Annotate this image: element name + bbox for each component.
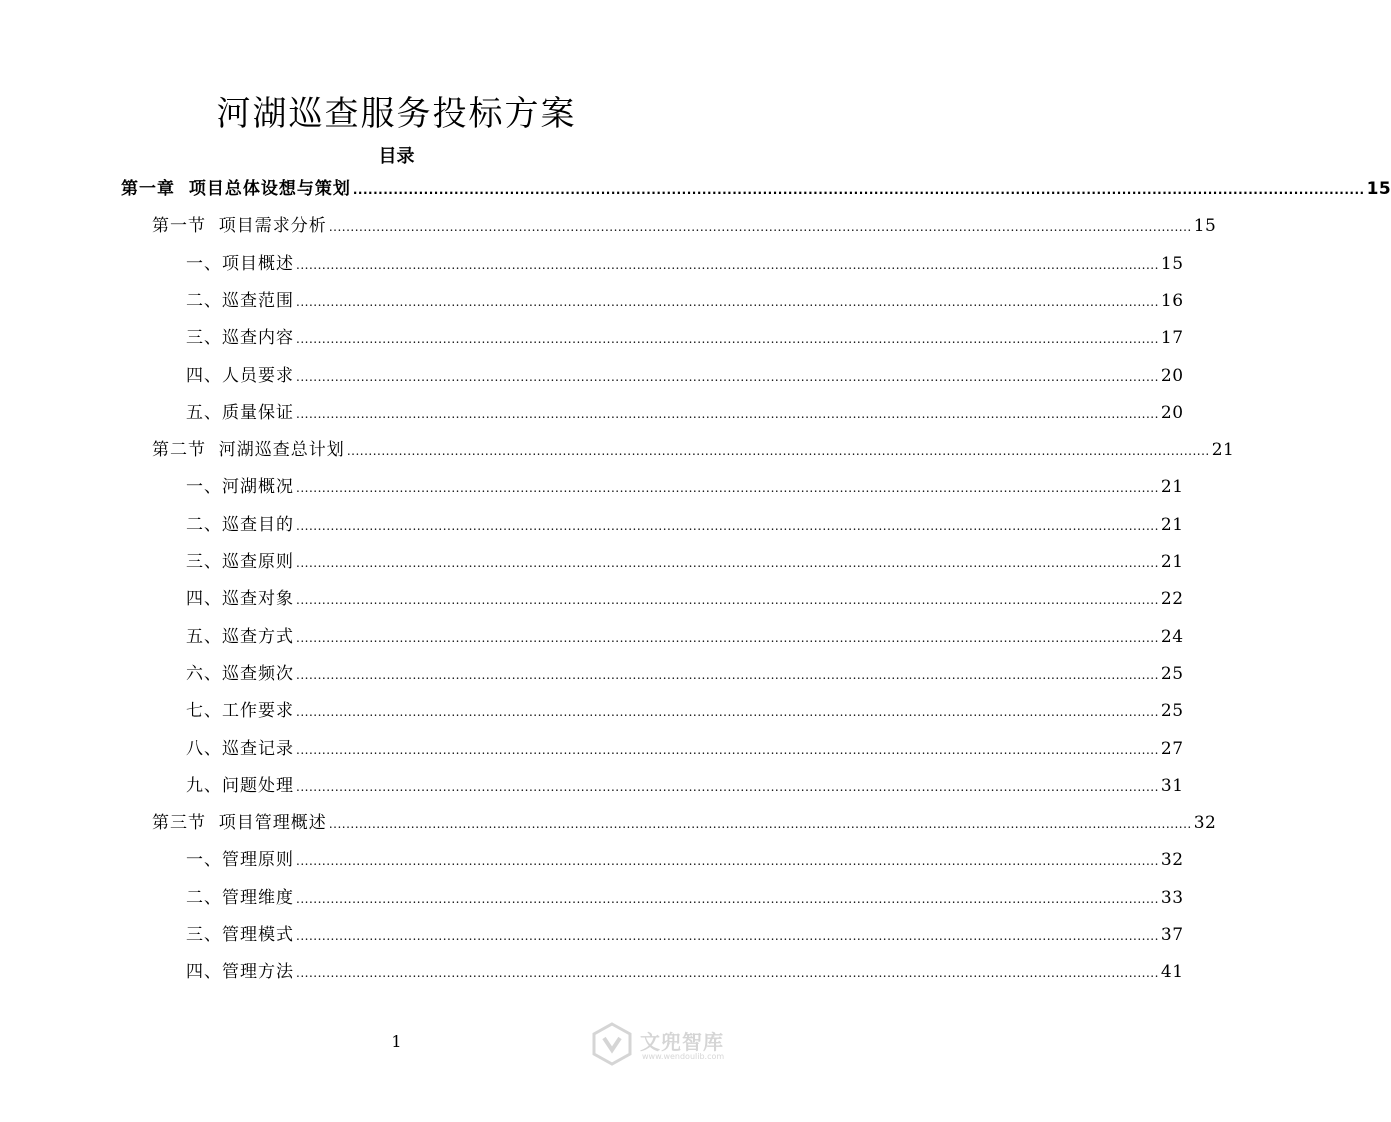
toc-entry[interactable]	[186, 922, 1184, 948]
toc-entry-page: 25	[1160, 701, 1184, 722]
toc-leader-dots: ........................................................................................................................................................................................................	[296, 854, 1159, 869]
toc-entry-label: 二、巡查范围	[186, 290, 294, 311]
watermark-name: 文兜智库	[640, 1030, 724, 1054]
toc-entry[interactable]	[186, 325, 1184, 351]
toc-leader-dots: ........................................................................................................................................................................................................	[296, 406, 1159, 421]
toc-entry-page: 32	[1193, 813, 1217, 834]
toc-entry-label: 九、问题处理	[186, 775, 294, 796]
toc-entry-page: 33	[1160, 887, 1184, 908]
toc-leader-dots: ........................................................................................................................................................................................................	[296, 966, 1159, 981]
toc-entry-page: 22	[1160, 589, 1184, 610]
toc-entry-page: 21	[1160, 514, 1184, 535]
toc-entry-label: 二、巡查目的	[186, 514, 294, 535]
toc-entry[interactable]	[152, 213, 1217, 239]
toc-leader-dots: ........................................................................................................................................................................................................	[296, 518, 1159, 533]
toc-entry-label: 二、管理维度	[186, 887, 294, 908]
toc-entry-page: 15	[1193, 216, 1217, 237]
toc-leader-dots: ........................................................................................................................................................................................................	[296, 929, 1159, 943]
toc-entry[interactable]	[186, 959, 1184, 985]
toc-entry[interactable]	[186, 773, 1184, 799]
toc-leader-dots: ........................................................................................................................................................................................................	[296, 369, 1159, 384]
toc-entry-page: 37	[1160, 925, 1184, 945]
toc-leader-dots: ........................................................................................................................................................................................................	[296, 481, 1159, 496]
toc-entry-label: 五、巡查方式	[186, 626, 294, 647]
toc-entry[interactable]	[186, 736, 1184, 762]
toc-entry-page: 32	[1160, 850, 1184, 871]
toc-entry[interactable]	[186, 885, 1184, 911]
watermark-url: www.wendoulib.com	[642, 1052, 725, 1061]
toc-entry-page: 25	[1160, 663, 1184, 684]
toc-entry-page: 24	[1160, 626, 1184, 647]
toc-leader-dots: ........................................................................................................................................................................................................	[296, 891, 1159, 906]
toc-leader-dots: ........................................................................................................................................................................................................	[328, 220, 1192, 235]
toc-entry-label: 三、管理模式	[186, 925, 294, 945]
toc-leader-dots: ........................................................................................................................................................................................................	[296, 742, 1159, 757]
toc-entry-page: 17	[1160, 328, 1184, 349]
toc-entry[interactable]	[186, 288, 1184, 314]
toc-entry[interactable]	[152, 810, 1217, 836]
toc-entry-page: 16	[1160, 290, 1184, 311]
toc-entry[interactable]	[186, 847, 1184, 873]
toc-entry-page: 21	[1160, 552, 1184, 572]
toc-entry-label: 四、巡查对象	[186, 589, 294, 610]
toc-leader-dots: ........................................................................................................................................................................................................	[296, 294, 1159, 309]
toc-entry-page: 20	[1160, 365, 1184, 386]
toc-heading: 目录	[378, 146, 415, 167]
toc-entry-page: 21	[1160, 477, 1184, 498]
document-title: 河湖巡查服务投标方案	[216, 94, 577, 134]
toc-entry[interactable]	[186, 624, 1184, 650]
toc-entry-label: 八、巡查记录	[186, 738, 294, 759]
toc-entry-label: 第一章 项目总体设想与策划	[121, 179, 351, 199]
toc-entry-label: 第二节 河湖巡查总计划	[152, 440, 345, 461]
toc-entry-page: 31	[1160, 775, 1184, 796]
toc-entry[interactable]	[186, 661, 1184, 687]
toc-entry-label: 四、人员要求	[186, 365, 294, 386]
toc-leader-dots: ........................................................................................................................................................................................................	[296, 257, 1159, 272]
toc-entry[interactable]	[186, 251, 1184, 277]
toc-entry-label: 五、质量保证	[186, 402, 294, 423]
toc-leader-dots: ........................................................................................................................................................................................................	[296, 779, 1159, 794]
toc-entry-label: 一、河湖概况	[186, 477, 294, 498]
toc-leader-dots: ........................................................................................................................................................................................................	[346, 444, 1210, 459]
toc-entry[interactable]	[186, 474, 1184, 500]
toc-entry-label: 六、巡查频次	[186, 663, 294, 684]
toc-entry-label: 七、工作要求	[186, 701, 294, 722]
toc-entry[interactable]	[121, 176, 1391, 202]
toc-leader-dots: ........................................................................................................................................................................................................	[296, 667, 1159, 682]
toc-entry-label: 三、巡查内容	[186, 328, 294, 349]
toc-entry-page: 15	[1160, 253, 1184, 274]
toc-entry[interactable]	[186, 586, 1184, 612]
toc-entry[interactable]	[186, 549, 1184, 575]
toc-entry-page: 20	[1160, 402, 1184, 423]
toc-entry-label: 一、管理原则	[186, 850, 294, 871]
toc-entry-label: 第一节 项目需求分析	[152, 216, 327, 237]
toc-entry[interactable]	[186, 363, 1184, 389]
toc-entry-page: 15	[1366, 179, 1391, 199]
toc-entry-page: 41	[1160, 962, 1184, 983]
toc-leader-dots: ........................................................................................................................................................................................................	[296, 332, 1159, 347]
watermark	[590, 1020, 770, 1070]
toc-entry-page: 21	[1211, 440, 1235, 461]
toc-entry[interactable]	[186, 512, 1184, 538]
toc-entry[interactable]	[186, 698, 1184, 724]
toc-leader-dots: ........................................................................................................................................................................................................	[296, 593, 1159, 608]
toc-entry-label: 四、管理方法	[186, 962, 294, 983]
watermark-logo-icon	[590, 1022, 634, 1066]
page-number: 1	[391, 1032, 402, 1051]
toc-entry-label: 三、巡查原则	[186, 552, 294, 572]
toc-entry-label: 一、项目概述	[186, 253, 294, 274]
toc-leader-dots: ........................................................................................................................................................................................................	[296, 556, 1159, 570]
toc-entry[interactable]	[152, 437, 1235, 463]
toc-leader-dots: ........................................................................................................................................................................................................	[296, 630, 1159, 645]
toc-entry[interactable]	[186, 400, 1184, 426]
toc-entry-label: 第三节 项目管理概述	[152, 813, 327, 834]
toc-entry-page: 27	[1160, 738, 1184, 759]
toc-leader-dots: ........................................................................................................................................................................................................	[296, 705, 1159, 720]
toc-leader-dots: ........................................................................................................................................................................................................	[352, 183, 1365, 197]
toc-leader-dots: ........................................................................................................................................................................................................	[328, 817, 1192, 832]
